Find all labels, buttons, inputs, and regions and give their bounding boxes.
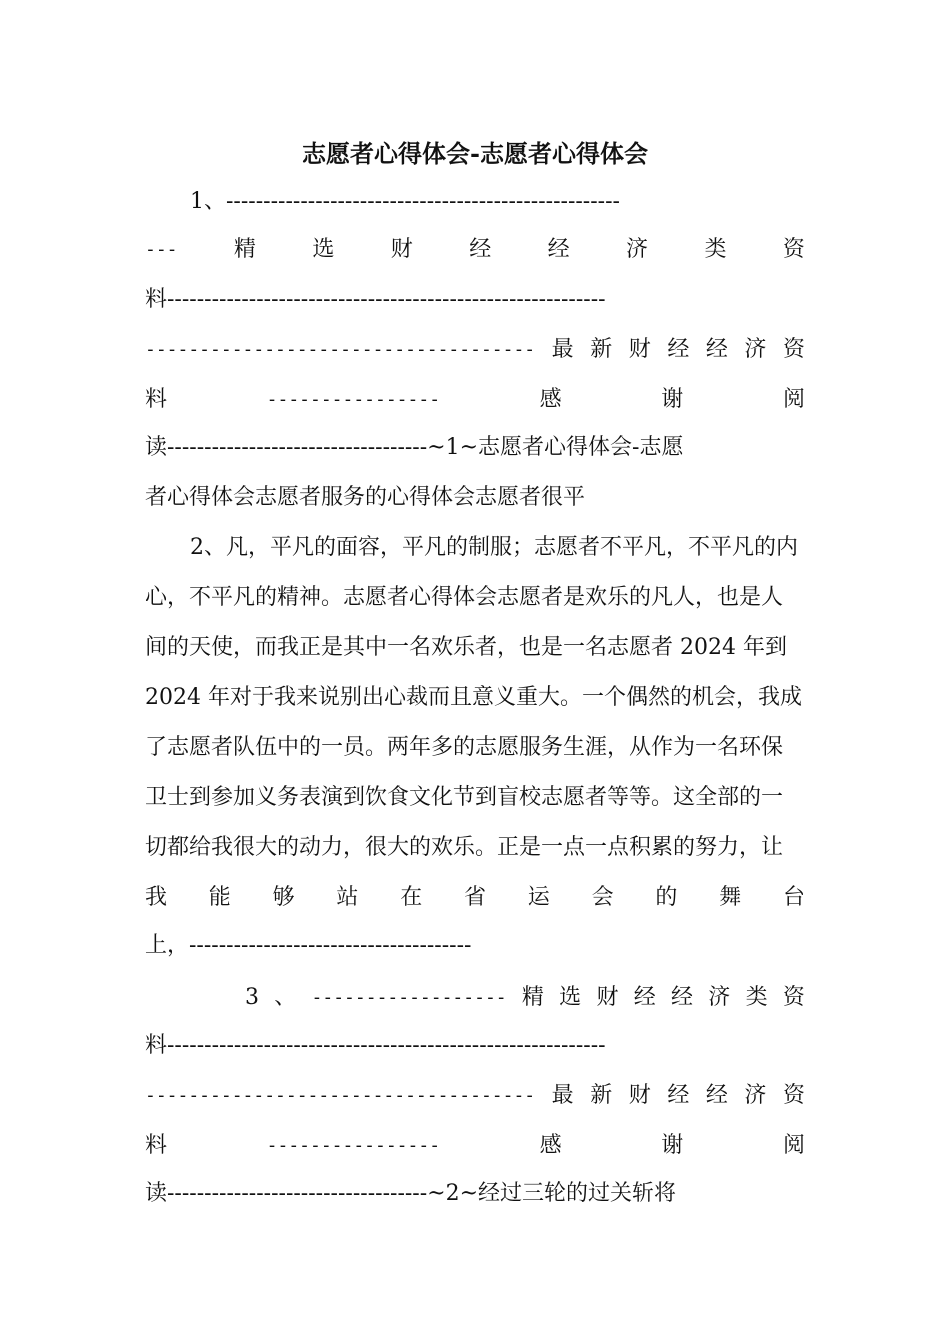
- text-line: 上，--------------------------------------: [145, 933, 472, 958]
- text-line: 了志愿者队伍中的一员。两年多的志愿服务生涯，从作为一名环保: [145, 735, 784, 760]
- text-line: 切都给我很大的动力，很大的欢乐。正是一点一点积累的努力，让: [145, 835, 784, 860]
- text-line: 2024 年对于我来说别出心裁而且意义重大。一个偶然的机会，我成: [145, 685, 802, 710]
- text-line: ------------------------------------ 最 新 财 经 经 济 资: [145, 337, 805, 362]
- text-line: 料 ---------------- 感 谢 阅: [145, 1133, 805, 1158]
- text-line: 料-----------------------------------------------------------: [145, 1033, 606, 1058]
- text-line: 间的天使，而我正是其中一名欢乐者，也是一名志愿者 2024 年到: [145, 635, 787, 660]
- text-line: 2、凡，平凡的面容，平凡的制服；志愿者不平凡，不平凡的内: [190, 535, 798, 560]
- text-line: 读-----------------------------------~2~经过三轮的过关斩将: [145, 1181, 677, 1206]
- text-line: 料-----------------------------------------------------------: [145, 287, 606, 312]
- text-line: 我 能 够 站 在 省 运 会 的 舞 台: [145, 885, 805, 910]
- text-line: 读-----------------------------------~1~志愿者心得体会-志愿: [145, 435, 684, 460]
- text-line: 3 、 ------------------ 精 选 财 经 经 济 类 资: [245, 985, 805, 1010]
- text-line: 料 ---------------- 感 谢 阅: [145, 387, 805, 412]
- text-line: ------------------------------------ 最 新 财 经 经 济 资: [145, 1083, 805, 1108]
- text-line: 者心得体会志愿者服务的心得体会志愿者很平: [145, 485, 586, 510]
- text-line: 卫士到参加义务表演到饮食文化节到盲校志愿者等等。这全部的一: [145, 785, 784, 810]
- text-line: 心，不平凡的精神。志愿者心得体会志愿者是欢乐的凡人，也是人: [145, 585, 784, 610]
- text-line: --- 精 选 财 经 经 济 类 资: [145, 237, 805, 262]
- text-line: 1、-----------------------------------------------------: [190, 189, 620, 214]
- document-title: 志愿者心得体会-志愿者心得体会: [302, 139, 648, 168]
